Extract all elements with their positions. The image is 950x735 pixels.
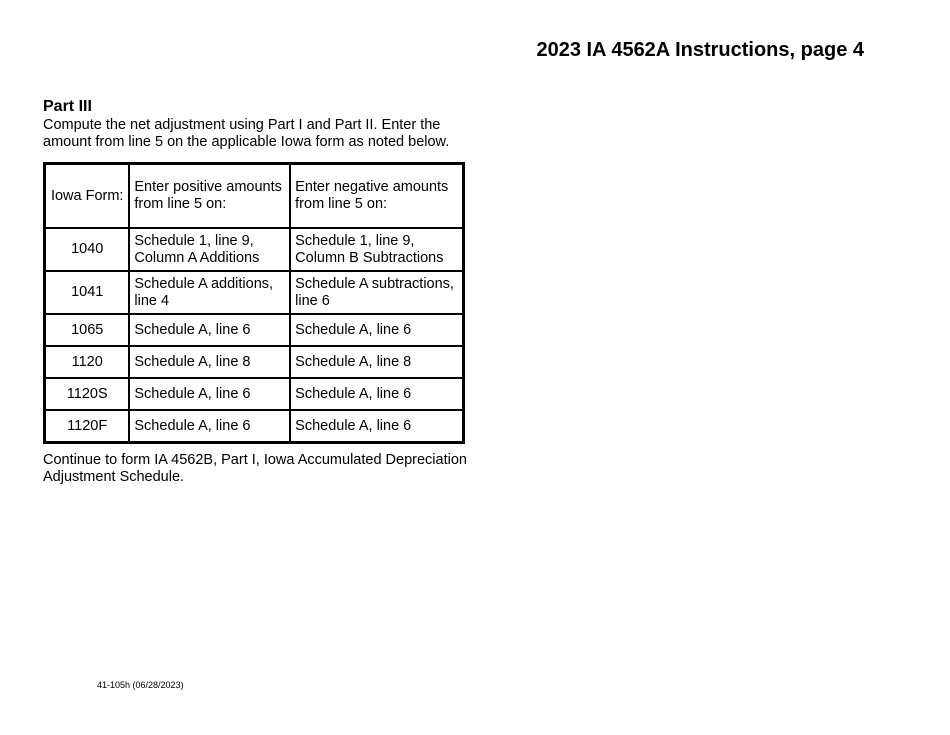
table-row — [45, 378, 464, 410]
cell-negative: Schedule 1, line 9, Column B Subtractions — [290, 228, 463, 271]
cell-form: 1120 — [45, 346, 130, 378]
section-heading: Part III — [43, 98, 92, 115]
iowa-form-table — [43, 162, 465, 444]
cell-negative: Schedule A, line 6 — [290, 314, 463, 346]
cell-positive: Schedule A, line 6 — [129, 378, 290, 410]
table-row — [45, 314, 464, 346]
cell-negative: Schedule A, line 6 — [290, 378, 463, 410]
cell-positive: Schedule A additions, line 4 — [129, 271, 290, 314]
cell-form: 1040 — [45, 228, 130, 271]
table-row — [45, 228, 464, 271]
cell-positive: Schedule A, line 6 — [129, 410, 290, 443]
table-row — [45, 271, 464, 314]
cell-negative: Schedule A, line 6 — [290, 410, 463, 443]
outro-paragraph: Continue to form IA 4562B, Part I, Iowa Accumulated Depreciation Adjustment Schedule. — [43, 452, 467, 485]
cell-negative: Schedule A subtractions, line 6 — [290, 271, 463, 314]
cell-form: 1120F — [45, 410, 130, 443]
table-header-row — [45, 164, 464, 229]
table-row — [45, 346, 464, 378]
cell-negative: Schedule A, line 8 — [290, 346, 463, 378]
header-positive-amounts: Enter positive amounts from line 5 on: — [129, 164, 290, 229]
form-code: 41-105h (06/28/2023) — [97, 680, 184, 690]
header-negative-amounts: Enter negative amounts from line 5 on: — [290, 164, 463, 229]
cell-form: 1041 — [45, 271, 130, 314]
intro-paragraph: Compute the net adjustment using Part I and Part II. Enter the amount from line 5 on the applicable Iowa form as noted below. — [43, 117, 450, 150]
cell-form: 1120S — [45, 378, 130, 410]
cell-positive: Schedule A, line 8 — [129, 346, 290, 378]
cell-form: 1065 — [45, 314, 130, 346]
cell-positive: Schedule A, line 6 — [129, 314, 290, 346]
cell-positive: Schedule 1, line 9, Column A Additions — [129, 228, 290, 271]
table-row — [45, 410, 464, 443]
header-iowa-form: Iowa Form: — [45, 164, 130, 229]
page-title: 2023 IA 4562A Instructions, page 4 — [536, 39, 864, 61]
